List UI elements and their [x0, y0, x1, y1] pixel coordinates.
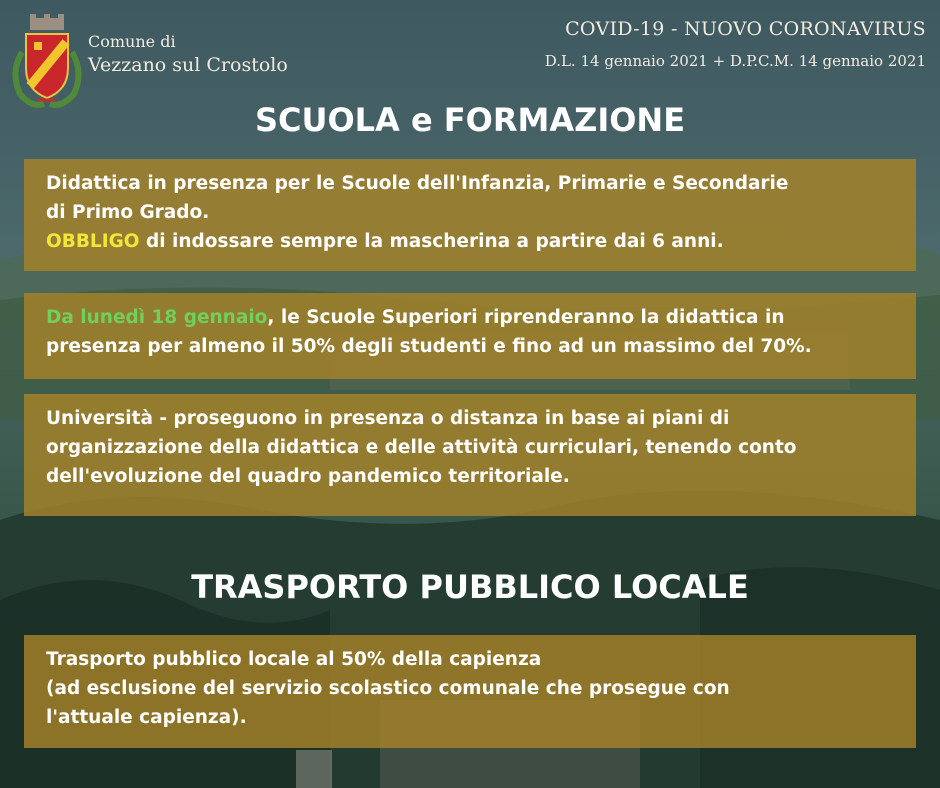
info-box-trasporto — [24, 635, 916, 748]
box-line: (ad esclusione del servizio scolastico comunale che prosegue con — [46, 678, 730, 699]
comune-name: Vezzano sul Crostolo — [88, 54, 288, 76]
section-title-scuola: SCUOLA e FORMAZIONE — [254, 101, 686, 139]
highlight-date: Da lunedì 18 gennaio — [46, 307, 268, 328]
box-line: presenza per almeno il 50% degli studenti e fino ad un massimo del 70%. — [46, 336, 812, 357]
info-box-scuole-superiori — [24, 293, 916, 379]
box-line-rest: , le Scuole Superiori riprenderanno la didattica in — [267, 307, 785, 328]
highlight-obbligo: OBBLIGO — [46, 231, 140, 252]
box-line — [46, 303, 894, 332]
info-box-didattica — [24, 159, 916, 271]
box-line: Università - proseguono in presenza o distanza in base ai piani di — [46, 408, 730, 429]
box-line — [46, 227, 894, 256]
box-line: l'attuale capienza). — [46, 707, 247, 728]
box-line: dell'evoluzione del quadro pandemico territoriale. — [46, 466, 570, 487]
box-line: organizzazione della didattica e delle attività curriculari, tenendo conto — [46, 437, 797, 458]
box-line: Didattica in presenza per le Scuole dell'Infanzia, Primarie e Secondarie — [46, 173, 789, 194]
box-line: di Primo Grado. — [46, 202, 210, 223]
municipality-header — [8, 12, 328, 112]
section-title-trasporto: TRASPORTO PUBBLICO LOCALE — [191, 568, 749, 606]
municipal-coat-of-arms-icon — [8, 12, 86, 112]
comune-prefix: Comune di — [88, 32, 176, 51]
box-line: Trasporto pubblico locale al 50% della capienza — [46, 649, 542, 670]
decree-header — [545, 18, 926, 70]
decree-reference: D.L. 14 gennaio 2021 + D.P.C.M. 14 gennaio 2021 — [544, 52, 926, 70]
topic-title: COVID-19 - NUOVO CORONAVIRUS — [565, 18, 926, 40]
info-box-universita — [24, 394, 916, 516]
box-line-rest: di indossare sempre la mascherina a partire dai 6 anni. — [139, 231, 724, 252]
